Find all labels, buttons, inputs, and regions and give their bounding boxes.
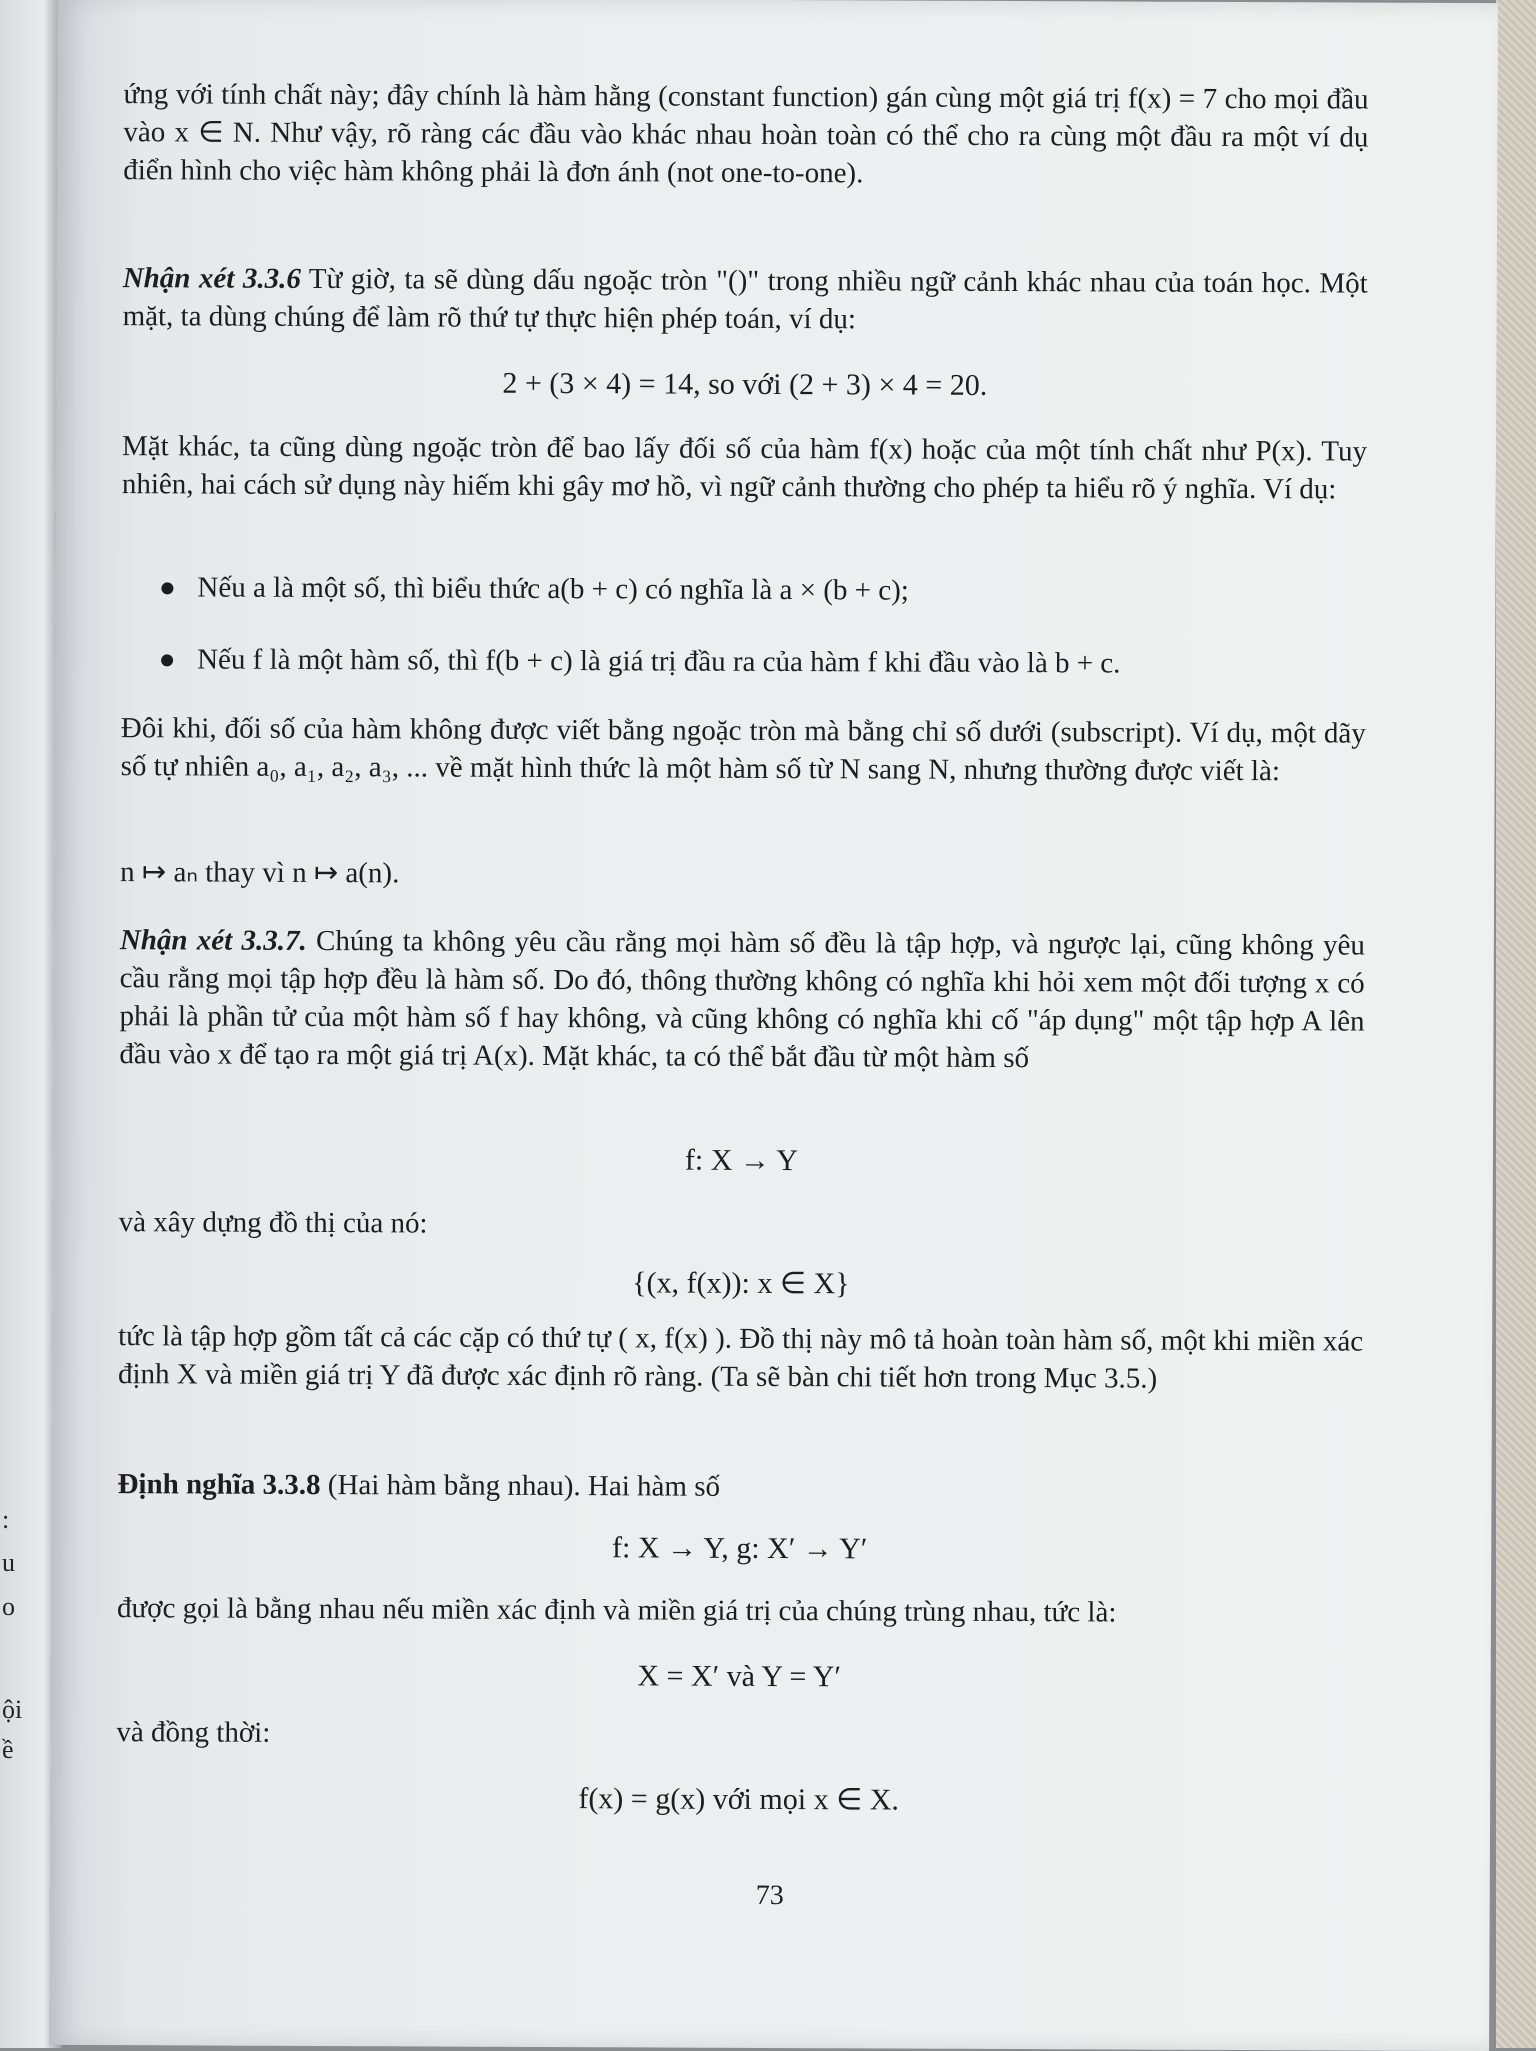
definition-paragraph: và đồng thời: [116, 1716, 271, 1749]
graph-intro: và xây dựng đồ thị của nó: [118, 1206, 428, 1240]
margin-fragment: o [2, 1592, 15, 1621]
list-item [121, 568, 1366, 611]
formula-domain-equality: X = X′ và Y = Y′ [637, 1659, 842, 1694]
margin-fragment: ội [2, 1695, 23, 1724]
definition-heading: Định nghĩa 3.3.8 [117, 1468, 321, 1502]
remark-3-3-6 [123, 259, 1368, 340]
subscript-paragraph: Đôi khi, đối số của hàm không được viết bằng ngoặc tròn mà bằng chỉ số dưới (subscript). Ví dụ, một dãy số tự nhiên a₀, a₁, a₂, a₃, ... về mặt hình thức là một hàm số từ N sang N, nhưng thường được viết là: [120, 712, 1366, 788]
formula-graph: {(x, f(x)): x ∈ X} [632, 1266, 850, 1301]
bullet-icon [161, 654, 173, 666]
remark-3-3-7 [119, 921, 1365, 1078]
remark-text: Chúng ta không yêu cầu rằng mọi hàm số đều là tập hợp, và ngược lại, cũng không yêu cầu rằng mọi tập hợp đều là hàm số. Do đó, thông thường không có nghĩa khi hỏi xem một đối tượng x có phải là phần tử của một hàm số f hay không, và cũng không có nghĩa khi cố "áp dụng" một tập hợp A lên đầu vào x để tạo ra một giá trị A(x). Mặt khác, ta có thể bắt đầu từ một hàm số [119, 924, 1365, 1075]
definition-3-3-8 [117, 1465, 1362, 1508]
formula-function: f: X → Y [684, 1143, 799, 1178]
remark-text: Từ giờ, ta sẽ dùng dấu ngoặc tròn "()" trong nhiều ngữ cảnh khác nhau của toán học. Một mặt, ta dùng chúng để làm rõ thứ tự thực hiện phép toán, ví dụ: [122, 262, 1368, 336]
formula-two-functions: f: X → Y, g: X′ → Y′ [611, 1531, 868, 1566]
definition-text: (Hai hàm bằng nhau). Hai hàm số [320, 1469, 721, 1503]
remark-heading: Nhận xét 3.3.7. [119, 924, 307, 957]
book-page [49, 0, 1498, 2051]
margin-fragment: ề [2, 1735, 14, 1764]
page-number: 73 [755, 1879, 784, 1912]
list-item-text: Nếu a là một số, thì biểu thức a(b + c) có nghĩa là a × (b + c); [197, 571, 909, 607]
list-item [121, 640, 1366, 683]
formula-value-equality: f(x) = g(x) với mọi x ∈ X. [578, 1782, 899, 1817]
bullet-icon [161, 582, 173, 594]
table-surface [1496, 0, 1536, 2048]
intro-paragraph: ứng với tính chất này; đây chính là hàm hằng (constant function) gán cùng một giá trị f(x) = 7 cho mọi đầu vào x ∈ N. Như vậy, rõ ràng các đầu vào khác nhau hoàn toàn có thể cho ra cùng một đầu ra một ví dụ điển hình cho việc hàm không phải là đơn ánh (not one-to-one). [123, 78, 1369, 190]
formula-parentheses: 2 + (3 × 4) = 14, so với (2 + 3) × 4 = 20. [502, 366, 988, 402]
remark-paragraph: Mặt khác, ta cũng dùng ngoặc tròn để bao lấy đối số của hàm f(x) hoặc của một tính chất như P(x). Tuy nhiên, hai cách sử dụng này hiếm khi gây mơ hồ, vì ngữ cảnh thường cho phép ta hiểu rõ ý nghĩa. Ví dụ: [121, 430, 1368, 506]
definition-paragraph: được gọi là bằng nhau nếu miền xác định và miền giá trị của chúng trùng nhau, tức là: [116, 1592, 1117, 1629]
remark-heading: Nhận xét 3.3.6 [122, 262, 301, 295]
margin-fragment: : [2, 1505, 10, 1534]
margin-fragment: u [2, 1548, 15, 1577]
list-item-text: Nếu f là một hàm số, thì f(b + c) là giá trị đầu ra của hàm f khi đầu vào là b + c. [197, 643, 1121, 680]
graph-paragraph: tức là tập hợp gồm tất cả các cặp có thứ tự ( x, f(x) ). Đồ thị này mô tả hoàn toàn hàm số, một khi miền xác định X và miền giá trị Y đã được xác định rõ ràng. (Ta sẽ bàn chi tiết hơn trong Mục 3.5.) [117, 1320, 1364, 1395]
sequence-notation: n ↦ aₙ thay vì n ↦ a(n). [120, 856, 400, 890]
